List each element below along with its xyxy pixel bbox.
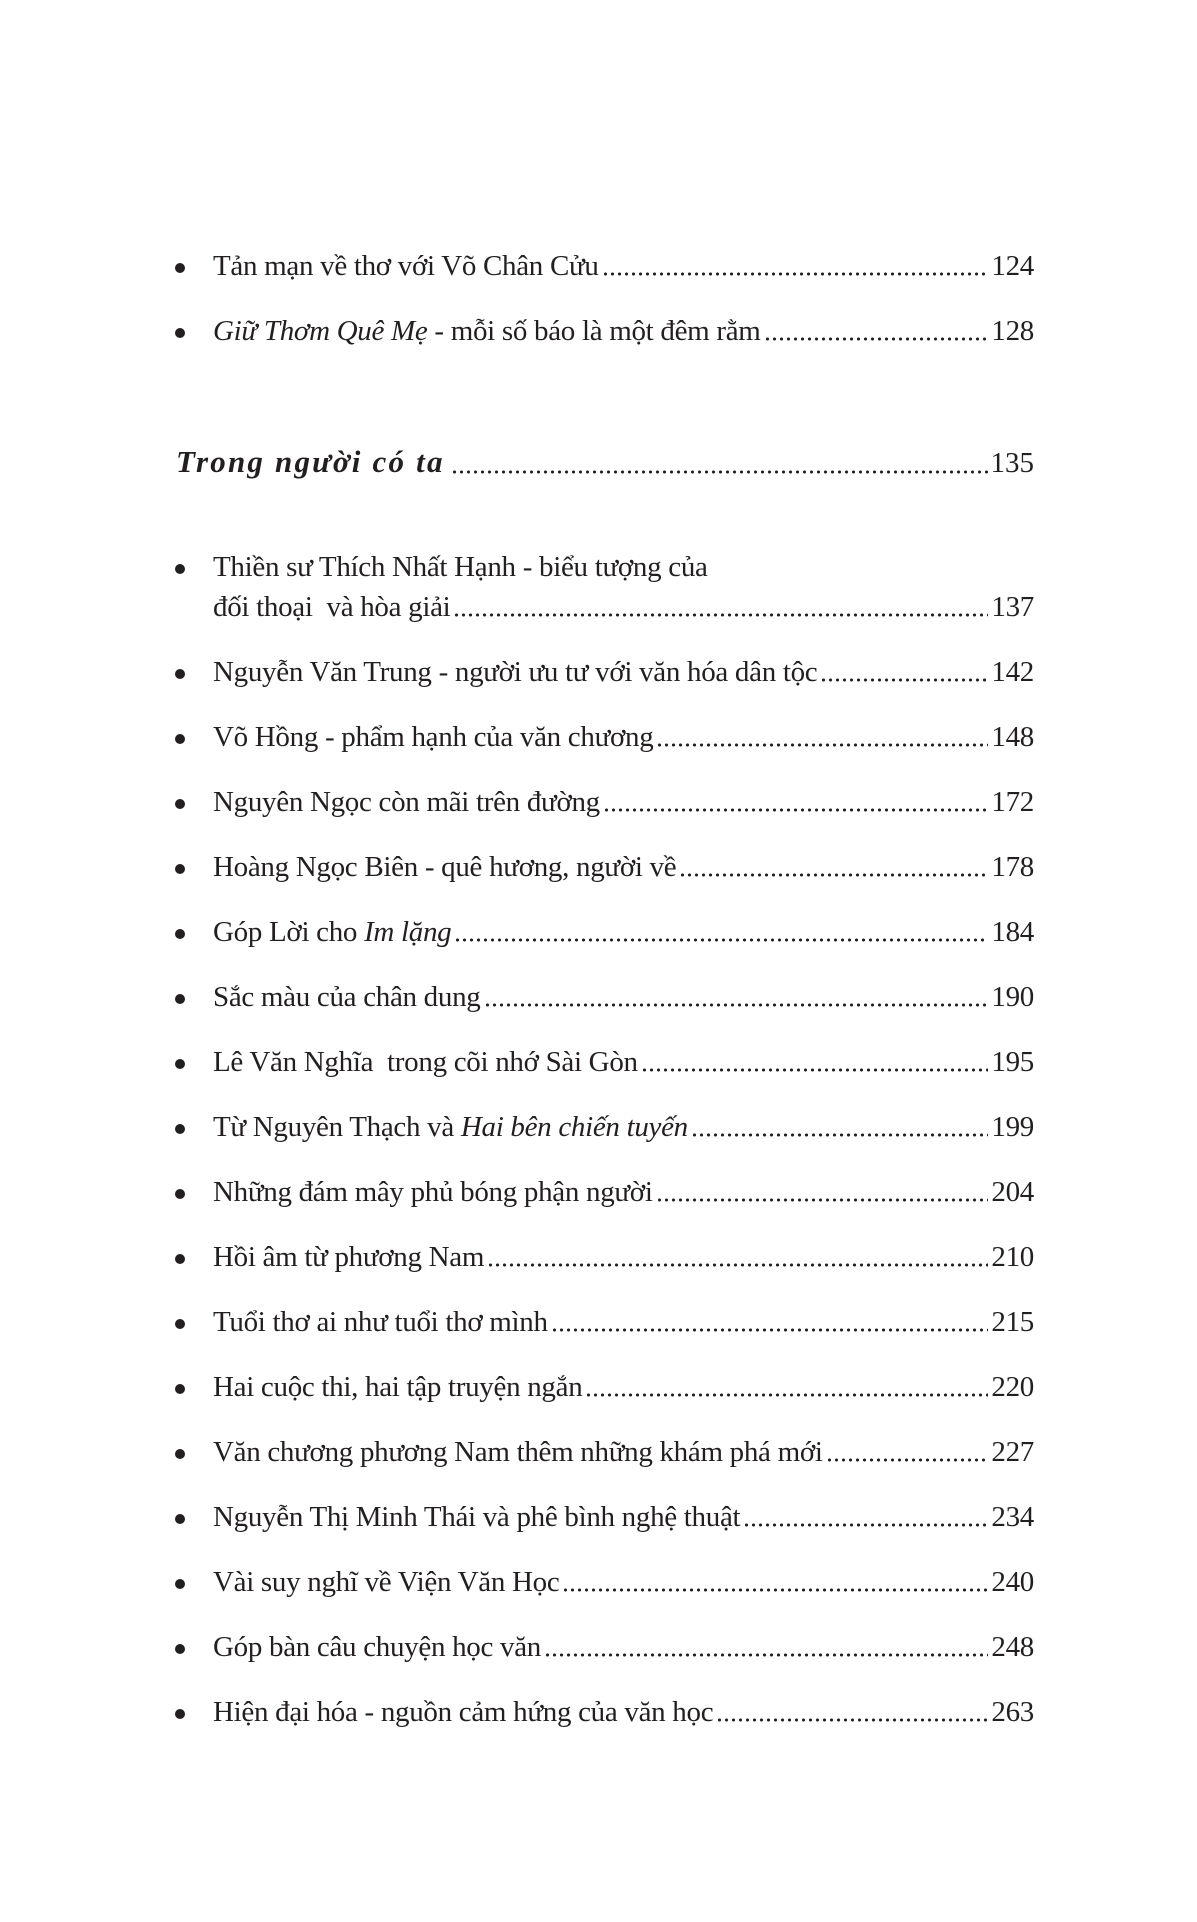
entry-page-number: 234: [991, 1501, 1034, 1533]
bullet-icon: [175, 929, 185, 939]
dot-leader: [544, 1653, 988, 1657]
entry-title-part: Từ Nguyên Thạch và: [213, 1111, 461, 1143]
entry-title-italic-part: Im lặng: [364, 916, 452, 948]
bullet-icon: [175, 1384, 185, 1394]
toc-entry[interactable]: [172, 1692, 1034, 1732]
bullet-icon: [175, 1449, 185, 1459]
toc-entry[interactable]: [172, 1107, 1034, 1147]
entry-page-number: 172: [991, 786, 1034, 818]
entry-page-number: 227: [991, 1436, 1034, 1468]
entry-title: [213, 847, 676, 887]
bullet-icon: [175, 994, 185, 1004]
bullet-icon: [175, 1644, 185, 1654]
entry-title: [213, 587, 450, 627]
entry-page-number: 124: [991, 250, 1034, 282]
entry-title: [213, 1107, 688, 1147]
toc-entry[interactable]: [172, 912, 1034, 952]
toc-entry[interactable]: [172, 547, 1034, 627]
toc-entry[interactable]: [172, 847, 1034, 887]
entry-title-italic-part: Giữ Thơm Quê Mẹ: [213, 315, 428, 347]
entry-page-number: 178: [991, 851, 1034, 883]
dot-leader: [603, 808, 989, 812]
entry-page-number: 128: [991, 315, 1034, 347]
entry-title-part: - mỗi số báo là một đêm rằm: [427, 315, 761, 347]
entry-title: [213, 311, 761, 351]
entry-title-part: Văn chương phương Nam thêm những khám phá mới: [213, 1436, 823, 1468]
entry-title-part: Nguyễn Thị Minh Thái và phê bình nghệ thuật: [213, 1501, 741, 1533]
dot-leader: [487, 1263, 988, 1267]
entry-page-number: 204: [991, 1176, 1034, 1208]
entry-page-number: 220: [991, 1371, 1034, 1403]
bullet-icon: [175, 669, 185, 679]
entry-page-number: 148: [991, 721, 1034, 753]
dot-leader: [484, 1003, 989, 1007]
toc-entry[interactable]: [172, 311, 1034, 351]
bullet-icon: [175, 1124, 185, 1134]
entry-title-part: Góp Lời cho: [213, 916, 365, 948]
entry-title: [213, 1432, 823, 1472]
toc-entry[interactable]: [172, 1497, 1034, 1537]
entry-title-part: đối thoại và hòa giải: [213, 591, 451, 623]
entry-title-part: Hai cuộc thi, hai tập truyện ngắn: [213, 1371, 583, 1403]
dot-leader: [551, 1328, 989, 1332]
entry-page-number: 240: [991, 1566, 1034, 1598]
bullet-icon: [175, 1254, 185, 1264]
bullet-icon: [175, 799, 185, 809]
dot-leader: [641, 1068, 989, 1072]
dot-leader: [691, 1133, 989, 1137]
entry-title-line1: Thiền sư Thích Nhất Hạnh - biểu tượng của: [213, 551, 708, 583]
dot-leader: [562, 1588, 988, 1592]
entry-title-part: Tản mạn về thơ với Võ Chân Cửu: [213, 250, 599, 282]
toc-entry[interactable]: [172, 246, 1034, 286]
entry-page-number: 142: [991, 656, 1034, 688]
bullet-icon: [175, 328, 185, 338]
entry-title-part: Lê Văn Nghĩa trong cõi nhớ Sài Gòn: [213, 1046, 638, 1078]
bullet-icon: [175, 1514, 185, 1524]
entry-title-part: Võ Hồng - phẩm hạnh của văn chương: [213, 721, 654, 753]
dot-leader: [451, 470, 988, 474]
dot-leader: [826, 1458, 989, 1462]
bullet-icon: [175, 1189, 185, 1199]
dot-leader: [656, 743, 988, 747]
toc-entry[interactable]: [172, 1237, 1034, 1277]
bullet-icon: [175, 263, 185, 273]
dot-leader: [679, 873, 988, 877]
toc-entry[interactable]: [172, 782, 1034, 822]
toc-entry[interactable]: [172, 1432, 1034, 1472]
bullet-icon: [175, 1319, 185, 1329]
entry-title: [213, 1497, 740, 1537]
entry-title: [213, 1627, 541, 1667]
entry-title: [213, 1367, 582, 1407]
toc-section-heading[interactable]: [176, 440, 1034, 485]
entry-title: [213, 1042, 638, 1082]
toc-entry[interactable]: [172, 977, 1034, 1017]
entry-page-number: 137: [991, 591, 1034, 623]
entry-title: [213, 1692, 713, 1732]
entry-page-number: 210: [991, 1241, 1034, 1273]
entry-title-part: Sắc màu của chân dung: [213, 981, 481, 1013]
entry-title: [213, 652, 817, 692]
entry-page-number: 195: [991, 1046, 1034, 1078]
entry-title-part: Nguyên Ngọc còn mãi trên đường: [213, 786, 600, 818]
bullet-icon: [175, 1709, 185, 1719]
toc-entry[interactable]: [172, 652, 1034, 692]
entry-page-number: 263: [991, 1696, 1034, 1728]
toc-entry[interactable]: [172, 1302, 1034, 1342]
entry-title: [213, 912, 451, 952]
entry-page-number: 248: [991, 1631, 1034, 1663]
entry-title: [213, 246, 599, 286]
entry-page-number: 215: [991, 1306, 1034, 1338]
bullet-icon: [175, 734, 185, 744]
entry-title-part: Tuổi thơ ai như tuổi thơ mình: [213, 1306, 548, 1338]
bullet-icon: [175, 1059, 185, 1069]
dot-leader: [454, 938, 988, 942]
entry-page-number: 190: [991, 981, 1034, 1013]
toc-entry[interactable]: [172, 1562, 1034, 1602]
entry-title-part: Hoàng Ngọc Biên - quê hương, người về: [213, 851, 677, 883]
entry-page-number: 199: [991, 1111, 1034, 1143]
dot-leader: [585, 1393, 988, 1397]
section-title: Trong người có ta: [176, 444, 445, 479]
entry-title-part: Hiện đại hóa - nguồn cảm hứng của văn học: [213, 1696, 714, 1728]
entry-title: [213, 1237, 484, 1277]
entry-title-part: Những đám mây phủ bóng phận người: [213, 1176, 653, 1208]
dot-leader: [656, 1198, 989, 1202]
dot-leader: [453, 613, 988, 617]
entry-title-part: Hồi âm từ phương Nam: [213, 1241, 485, 1273]
bullet-icon: [175, 564, 185, 574]
entry-title: [213, 1562, 559, 1602]
dot-leader: [716, 1718, 988, 1722]
section-page-number: 135: [990, 447, 1034, 479]
dot-leader: [820, 678, 988, 682]
toc-entry[interactable]: [172, 1627, 1034, 1667]
bullet-icon: [175, 864, 185, 874]
entry-title-part: Vài suy nghĩ về Viện Văn Học: [213, 1566, 560, 1598]
dot-leader: [602, 272, 989, 276]
entry-title: [213, 1302, 548, 1342]
dot-leader: [764, 337, 989, 341]
toc-entry[interactable]: [172, 1172, 1034, 1212]
entry-page-number: 184: [991, 916, 1034, 948]
toc-entry[interactable]: [172, 1367, 1034, 1407]
entry-title-part: Nguyễn Văn Trung - người ưu tư với văn hóa dân tộc: [213, 656, 818, 688]
entry-title-italic-part: Hai bên chiến tuyến: [460, 1111, 688, 1143]
entry-title: [213, 782, 600, 822]
toc-entry[interactable]: [172, 717, 1034, 757]
entry-title-part: Góp bàn câu chuyện học văn: [213, 1631, 541, 1663]
entry-title: [213, 977, 481, 1017]
toc-entry[interactable]: [172, 1042, 1034, 1082]
dot-leader: [743, 1523, 988, 1527]
entry-title: [213, 717, 653, 757]
bullet-icon: [175, 1579, 185, 1589]
entry-title: [213, 1172, 653, 1212]
